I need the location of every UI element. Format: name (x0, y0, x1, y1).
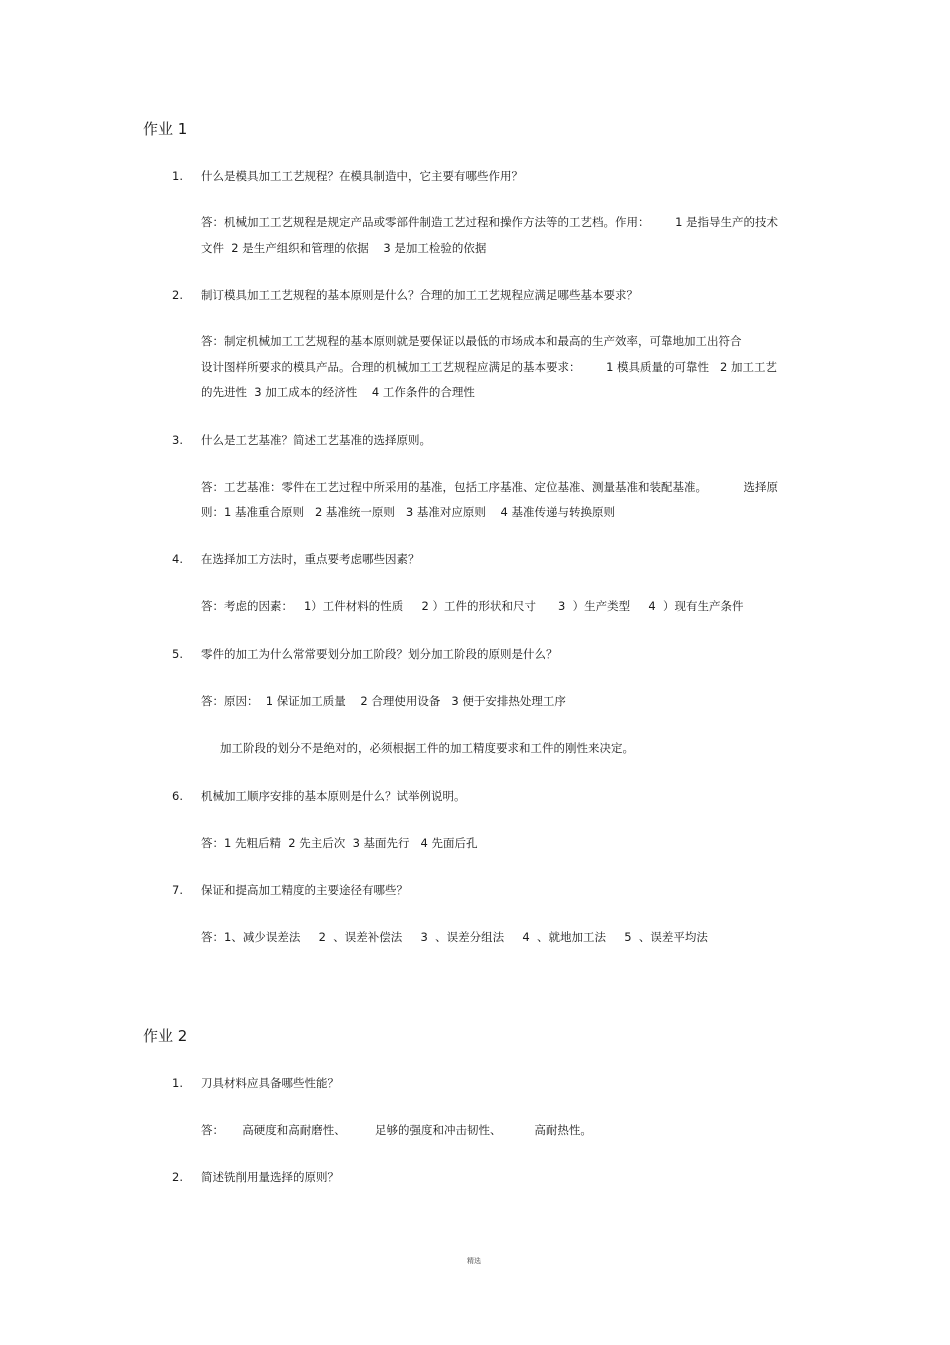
answer-line: 设计图样所要求的模具产品。合理的机械加工工艺规程应满足的基本要求： 1 模具质量的可靠性 2 加工工艺 (201, 360, 777, 374)
question-text: 零件的加工为什么常常要划分加工阶段？划分加工阶段的原则是什么？ (201, 647, 558, 661)
question-text: 什么是工艺基准？简述工艺基准的选择原则。 (201, 433, 431, 447)
question-number: 6. (172, 789, 183, 803)
question-number: 4. (172, 552, 183, 566)
question-number: 3. (172, 433, 183, 447)
question-number: 2. (172, 288, 183, 302)
answer-line: 答：原因： 1 保证加工质量 2 合理使用设备 3 便于安排热处理工序 (201, 694, 566, 708)
question-text: 简述铣削用量选择的原则？ (201, 1170, 339, 1184)
section-title: 作业 1 (143, 120, 188, 138)
answer-line: 答：制定机械加工工艺规程的基本原则就是要保证以最低的市场成本和最高的生产效率，可靠地加工出符合 (201, 334, 742, 348)
question-text: 什么是模具加工工艺规程？在模具制造中，它主要有哪些作用？ (201, 169, 523, 183)
answer-line: 文件 2 是生产组织和管理的依据 3 是加工检验的依据 (201, 241, 487, 255)
answer-line: 答： 高硬度和高耐磨性、 足够的强度和冲击韧性、 高耐热性。 (201, 1123, 592, 1137)
page-footer: 精选 (467, 1257, 481, 1265)
question-text: 机械加工顺序安排的基本原则是什么？试举例说明。 (201, 789, 466, 803)
question-text: 刀具材料应具备哪些性能？ (201, 1076, 339, 1090)
answer-line: 答：1、减少误差法 2 、误差补偿法 3 、误差分组法 4 、就地加工法 5 、误差平均法 (201, 930, 708, 944)
answer-note: 加工阶段的划分不是绝对的，必须根据工件的加工精度要求和工件的刚性来决定。 (220, 741, 634, 755)
question-number: 1. (172, 169, 183, 183)
question-number: 7. (172, 883, 183, 897)
answer-line: 的先进性 3 加工成本的经济性 4 工作条件的合理性 (201, 385, 475, 399)
answer-line: 答：考虑的因素： 1）工件材料的性质 2 ）工件的形状和尺寸 3 ）生产类型 4 ）现有生产条件 (201, 599, 744, 613)
question-text: 保证和提高加工精度的主要途径有哪些？ (201, 883, 408, 897)
answer-line: 答：1 先粗后精 2 先主后次 3 基面先行 4 先面后孔 (201, 836, 478, 850)
answer-line: 答：机械加工工艺规程是规定产品或零部件制造工艺过程和操作方法等的工艺档。作用： 1 是指导生产的技术 (201, 215, 779, 229)
question-text: 在选择加工方法时，重点要考虑哪些因素？ (201, 552, 420, 566)
question-number: 5. (172, 647, 183, 661)
section-title: 作业 2 (143, 1027, 188, 1045)
question-text: 制订模具加工工艺规程的基本原则是什么？合理的加工工艺规程应满足哪些基本要求？ (201, 288, 638, 302)
answer-line: 答：工艺基准：零件在工艺过程中所采用的基准，包括工序基准、定位基准、测量基准和装配基准。 选择原 (201, 480, 779, 494)
question-number: 2. (172, 1170, 183, 1184)
question-number: 1. (172, 1076, 183, 1090)
answer-line: 则：1 基准重合原则 2 基准统一原则 3 基准对应原则 4 基准传递与转换原则 (201, 505, 615, 519)
